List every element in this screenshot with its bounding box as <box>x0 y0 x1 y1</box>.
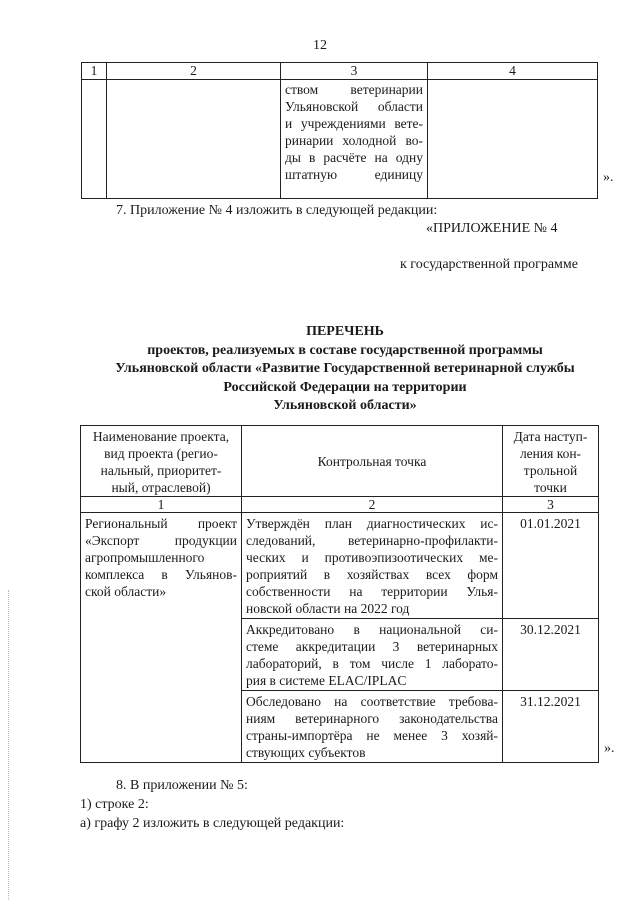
cell-line: ством ветеринарии <box>285 82 423 97</box>
cell-line: ды в расчёте на одну <box>285 150 423 165</box>
appendix-subtitle: к государственной программе <box>400 257 578 272</box>
project-cell <box>81 513 242 763</box>
appendix-label: «ПРИЛОЖЕНИЕ № 4 <box>426 221 558 236</box>
date-2: 30.12.2021 <box>503 619 599 691</box>
control-point-1: Утверждён план диагностических ис- следований, ветеринарно-профилакти- ческих и противоэпизоотических ме- роприятий в хозяйствах всех форм собственности на территории Улья- новской области на 2022 год <box>242 513 503 619</box>
col-header-4: 4 <box>428 63 598 80</box>
title-line: Российской Федерации на территории <box>223 379 467 395</box>
cell-1 <box>82 80 107 199</box>
continued-table <box>81 62 598 199</box>
project-line: агропромышленного <box>85 550 205 565</box>
column-number: 3 <box>503 497 599 513</box>
date-1: 01.01.2021 <box>503 513 599 619</box>
cell-2 <box>107 80 281 199</box>
item-8-text: 8. В приложении № 5: <box>116 778 248 793</box>
col-header-3: 3 <box>281 63 428 80</box>
title-line: Ульяновской области» <box>273 398 417 413</box>
page-number: 12 <box>313 38 327 53</box>
control-point-2: Аккредитовано в национальной си- стеме аккредитации 3 ветеринарных лабораторий, в том числе 1 лаборато- рия в системе ELAC/IPLAC <box>242 619 503 691</box>
title-line: Ульяновской области «Развитие Государственной ветеринарной службы <box>115 361 575 376</box>
col-header-2: 2 <box>107 63 281 80</box>
title-line: ПЕРЕЧЕНЬ <box>306 324 384 339</box>
column-number: 2 <box>242 497 503 513</box>
column-number: 1 <box>81 497 242 513</box>
cell-line: и учреждениями вете- <box>285 116 423 131</box>
item-7-text: 7. Приложение № 4 изложить в следующей редакции: <box>116 203 438 218</box>
cell-line: ринарии холодной во- <box>285 133 423 148</box>
header-control-point: Контрольная точка <box>242 426 503 497</box>
date-3: 31.12.2021 <box>503 691 599 763</box>
title-line: проектов, реализуемых в составе государственной программы <box>147 342 543 358</box>
cell-4 <box>428 80 598 199</box>
scan-edge-line <box>8 590 10 900</box>
projects-table <box>80 425 599 763</box>
cell-3 <box>281 80 428 199</box>
item-8-a-text: а) графу 2 изложить в следующей редакции: <box>80 816 345 831</box>
closing-quote-2: ». <box>604 741 615 756</box>
item-8-1-text: 1) строке 2: <box>80 797 149 812</box>
col-header-1: 1 <box>82 63 107 80</box>
cell-line: штатную единицу <box>285 167 423 182</box>
header-project-name: Наименование проекта, вид проекта (регио- нальный, приоритет- ный, отраслевой) <box>81 426 242 497</box>
project-line: ской области» <box>85 584 167 599</box>
project-line: «Экспорт продукции <box>85 533 237 548</box>
project-line: комплекса в Ульянов- <box>85 567 237 582</box>
cell-line: Ульяновской области <box>285 99 423 114</box>
closing-quote: ». <box>603 170 614 185</box>
control-point-3: Обследовано на соответствие требова- ниям ветеринарного законодательства страны-импортёра не менее 3 хозяй- ствующих субъектов <box>242 691 503 763</box>
project-line: Региональный проект <box>85 516 237 531</box>
header-date: Дата наступ- ления кон- трольной точки <box>503 426 599 497</box>
list-title <box>80 323 610 416</box>
